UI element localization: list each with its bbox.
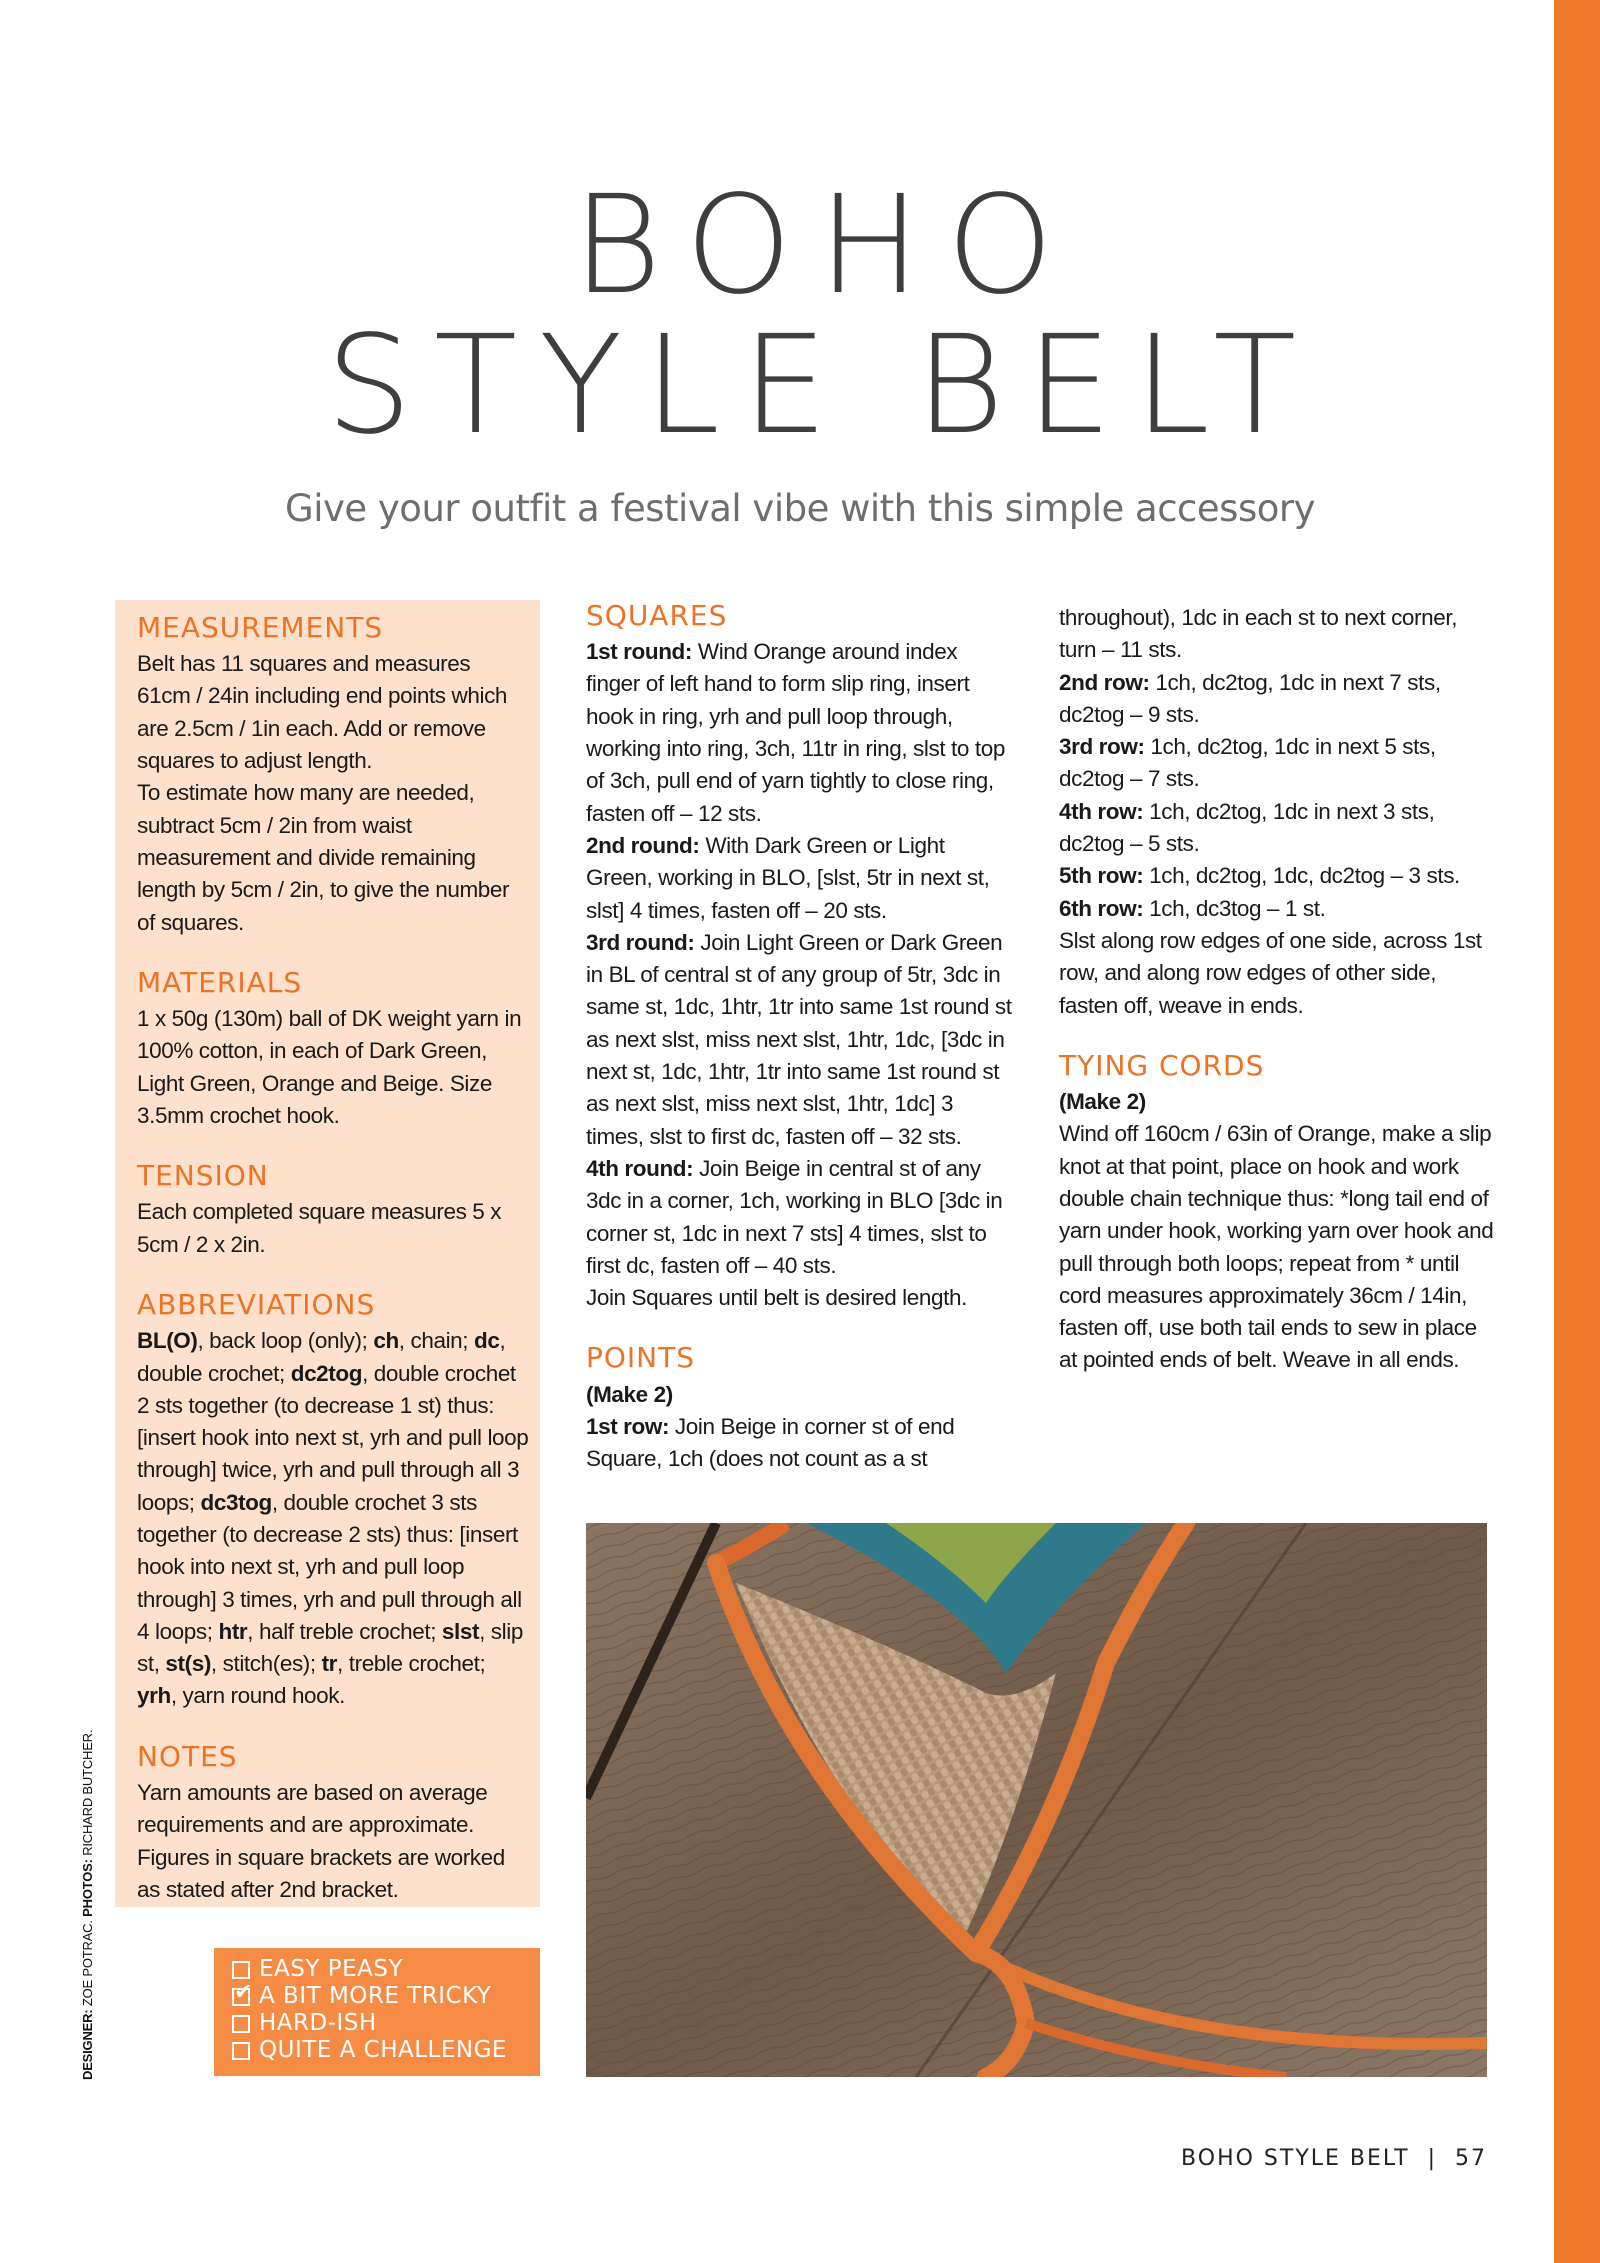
checkbox-icon (232, 2042, 250, 2060)
difficulty-option-challenge (232, 2037, 540, 2064)
row-text: 1ch, dc3tog – 1 st. (1143, 895, 1326, 921)
row-text: 1ch, dc2tog, 1dc in next 3 sts, dc2tog – 5 sts. (1059, 798, 1435, 857)
notes-heading: NOTES (137, 1739, 238, 1773)
materials-section (137, 967, 529, 1132)
points-section (586, 1342, 1016, 1475)
page-number: 57 (1455, 2146, 1487, 2171)
difficulty-option-tricky (232, 1979, 540, 2010)
abbreviations-text (137, 1325, 529, 1713)
abbr-term: dc2tog (290, 1360, 363, 1386)
checked-checkbox-icon (232, 1979, 253, 2006)
measurements-text-2: To estimate how many are needed, subtract 5cm / 2in from waist measurement and divide remaining length by 5cm / 2in, to give the number of squares. (137, 780, 510, 935)
points-row-2 (1059, 667, 1494, 732)
points-closing: Slst along row edges of one side, across 1st row, and along row edges of other side, fasten off, weave in ends. (1059, 927, 1482, 1018)
credit-label: PHOTOS: (80, 1859, 95, 1917)
crochet-belt-illustration (586, 1523, 1487, 2077)
abbr-def: , half treble crochet; (247, 1618, 442, 1644)
page-footer (1181, 2146, 1487, 2171)
points-make (586, 1379, 1016, 1411)
difficulty-box (214, 1948, 540, 2076)
round-text: Join Beige in central st of any 3dc in a corner, 1ch, working in BLO [3dc in corner st, 1dc in next 7 sts] 4 times, slst to first dc, fasten off – 40 sts. (586, 1155, 1003, 1278)
abbr-def: , yarn round hook. (170, 1683, 345, 1709)
make-count: (Make 2) (1059, 1089, 1146, 1115)
points-row-4 (1059, 796, 1494, 861)
round-4 (586, 1153, 1016, 1282)
squares-section (586, 600, 1016, 1314)
measurements-section (137, 612, 529, 939)
materials-text: 1 x 50g (130m) ball of DK weight yarn in 100% cotton, in each of Dark Green, Light Green, Orange and Beige. Size 3.5mm crochet hook. (137, 1006, 522, 1128)
row-label: 4th row: (1059, 798, 1144, 824)
abbr-term: yrh (137, 1683, 171, 1709)
round-text: Join Light Green or Dark Green in BL of central st of any group of 5tr, 3dc in same st, 1dc, 1htr, 1tr into same 1st round st as next slst, miss next slst, 1htr, 1dc, [3dc in next st, 1dc, 1htr, 1tr into same 1st round st as next slst, miss next slst, 1htr, 1dc] 3 times, slst to first dc, fasten off – 32 sts. (586, 929, 1012, 1149)
abbreviations-section (137, 1289, 529, 1713)
round-2 (586, 830, 1016, 927)
difficulty-label: QUITE A CHALLENGE (259, 2037, 507, 2063)
difficulty-option-easy (232, 1956, 540, 1983)
points-row-6 (1059, 893, 1494, 925)
row-label: 5th row: (1059, 863, 1144, 889)
points-row-1 (586, 1411, 1016, 1476)
tying-cords-section (1059, 1050, 1494, 1377)
squares-closing: Join Squares until belt is desired length. (586, 1285, 967, 1311)
measurements-heading: MEASUREMENTS (137, 611, 384, 644)
abbr-term: ch (373, 1328, 399, 1354)
title-line-1: BOHO (572, 167, 1080, 325)
points-row-3 (1059, 731, 1494, 796)
abbr-def: , double crochet 2 sts together (to decrease 1 st) thus: [insert hook into next st, yrh and pull loop through] twice, yrh and pull through all 3 loops; (137, 1360, 529, 1515)
tension-text: Each completed square measures 5 x 5cm / 2 x 2in. (137, 1199, 502, 1257)
abbreviations-heading: ABBREVIATIONS (137, 1288, 376, 1322)
row-text: 1ch, dc2tog, 1dc in next 7 sts, dc2tog – 9 sts. (1059, 669, 1441, 727)
points-row-1-cont: throughout), 1dc in each st to next corner, turn – 11 sts. (1059, 605, 1458, 663)
abbr-def: , double crochet 3 sts together (to decrease 2 sts) thus: [insert hook into next st, yrh and pull loop through] 3 times, yrh and pull through all 4 loops; (137, 1489, 522, 1644)
abbr-term: tr (321, 1651, 338, 1677)
abbr-term: st(s) (165, 1651, 211, 1677)
round-1 (586, 636, 1016, 830)
notes-text: Yarn amounts are based on average requirements and are approximate. Figures in square brackets are worked as stated after 2nd bracket. (137, 1779, 505, 1902)
difficulty-option-hard (232, 2010, 540, 2037)
difficulty-label: EASY PEASY (259, 1956, 404, 1982)
row-label: 1st row: (586, 1413, 670, 1439)
round-label: 2nd round: (586, 832, 700, 858)
title-line-2: STYLE BELT (325, 307, 1319, 465)
abbr-def: , double crochet; (137, 1328, 506, 1386)
difficulty-label: HARD-ISH (259, 2010, 377, 2036)
squares-heading: SQUARES (586, 599, 728, 632)
round-label: 4th round: (586, 1155, 694, 1181)
tension-section (137, 1160, 529, 1261)
row-text: 1ch, dc2tog, 1dc in next 5 sts, dc2tog – 7 sts. (1059, 734, 1436, 792)
row-label: 3rd row: (1059, 734, 1145, 760)
instructions-column-1 (586, 600, 1016, 1504)
abbr-term: dc3tog (200, 1489, 272, 1515)
round-label: 3rd round: (586, 929, 695, 955)
make-count: (Make 2) (586, 1381, 673, 1407)
row-label: 6th row: (1059, 895, 1144, 921)
abbr-def: , slip st, (137, 1618, 523, 1677)
difficulty-label: A BIT MORE TRICKY (259, 1983, 492, 2009)
credit-label: DESIGNER: (80, 2009, 95, 2080)
tying-cords-make (1059, 1086, 1494, 1118)
points-continued (1059, 602, 1494, 1022)
round-label: 1st round: (586, 639, 692, 665)
photo-credit (80, 1730, 95, 2080)
abbr-def: , chain; (398, 1328, 474, 1354)
row-label: 2nd row: (1059, 669, 1150, 695)
tick-icon: ✔ (234, 1979, 253, 2005)
checkbox-icon (232, 2015, 250, 2033)
instructions-column-2 (1059, 602, 1494, 1405)
round-3 (586, 927, 1016, 1153)
measurements-text: Belt has 11 squares and measures 61cm / 24in including end points which are 2.5cm / 1in each. Add or remove squares to adjust length. (137, 651, 508, 774)
footer-title: BOHO STYLE BELT (1181, 2146, 1410, 2171)
credit-value: RICHARD BUTCHER. (80, 1729, 95, 1860)
row-text: 1ch, dc2tog, 1dc, dc2tog – 3 sts. (1143, 863, 1460, 889)
abbr-def: , treble crochet; (337, 1651, 486, 1677)
abbr-def: , stitch(es); (210, 1651, 322, 1677)
round-text: With Dark Green or Light Green, working in BLO, [slst, 5tr in next st, slst] 4 times, fasten off – 20 sts. (586, 832, 990, 923)
footer-separator: | (1427, 2146, 1437, 2171)
row-text: Join Beige in corner st of end Square, 1ch (does not count as a st (586, 1413, 955, 1472)
checkbox-icon (232, 1961, 250, 1979)
tying-cords-heading: TYING CORDS (1059, 1048, 1265, 1082)
credit-value: ZOE POTRAC. (80, 1916, 95, 2010)
abbr-term: slst (441, 1618, 480, 1644)
belt-photo (586, 1523, 1487, 2077)
tying-cords-text: Wind off 160cm / 63in of Orange, make a slip knot at that point, place on hook and work double chain technique thus: *long tail end of yarn under hook, working yarn over hook and pull through both loops; repeat from * until cord measures approximately 36cm / 14in, fasten off, use both tail ends to sew in place at pointed ends of belt. Weave in all ends. (1059, 1121, 1494, 1373)
tension-heading: TENSION (137, 1159, 269, 1193)
points-heading: POINTS (586, 1341, 696, 1375)
notes-section (137, 1741, 529, 1906)
abbr-term: dc (474, 1328, 500, 1354)
info-sidebar (115, 600, 540, 1907)
round-text: Wind Orange around index finger of left hand to form slip ring, insert hook in ring, yrh and pull loop through, working into ring, 3ch, 11tr in ring, slst to top of 3ch, pull end of yarn tightly to close ring, fasten off – 12 sts. (586, 639, 1005, 826)
points-row-5 (1059, 860, 1494, 892)
subtitle: Give your outfit a festival vibe with this simple accessory (285, 487, 1315, 530)
abbr-term: htr (218, 1618, 248, 1644)
abbr-term: BL(O) (137, 1328, 198, 1354)
abbr-def: , back loop (only); (197, 1328, 374, 1354)
materials-heading: MATERIALS (137, 965, 303, 999)
